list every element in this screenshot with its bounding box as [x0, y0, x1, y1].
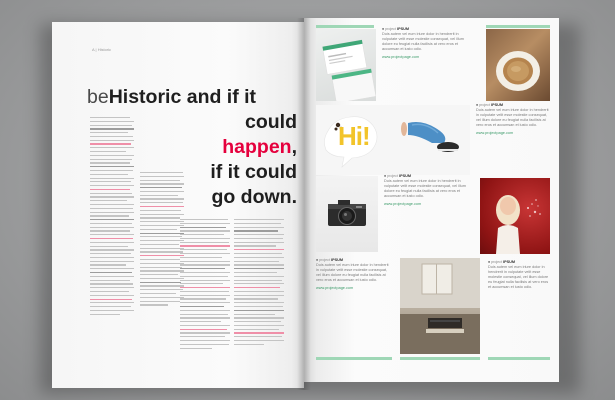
project-card-4-url[interactable]: www.projectpage.com [316, 286, 354, 290]
left-page [52, 22, 304, 388]
photo-business-cards [316, 29, 376, 101]
accent-rule-bottom-right [488, 357, 550, 360]
hi-text [338, 121, 370, 152]
headline-line-1-text: Historic and if it [108, 86, 257, 108]
photo-woman-red [480, 178, 550, 254]
headline-line-1 [87, 85, 297, 110]
right-page [304, 18, 559, 382]
accent-rule-top-right [486, 25, 550, 28]
project-card-5-body: Duis autem vel eum iriure dolor in hendrerit in vulputate velit esse molestie consequat, vel illum dolore eu feugiat nulla facilisis at vero eros et accumsan et iusto odio. [488, 265, 549, 289]
project-card-5: ■ project IPSUM Duis autem vel eum iriure dolor in hendrerit in vulputate velit esse molestie consequat, vel illum dolore eu feugiat nulla facilisis at vero eros et accumsan et iusto odio. [488, 260, 549, 289]
headline-line-5: go down. [211, 186, 297, 208]
hi-bubble-text: Hi! [338, 121, 370, 151]
project-card-2: ■ project IPSUM Duis autem vel eum iriure dolor in hendrerit in vulputate velit esse molestie consequat, vel illum dolore eu feugiat nulla facilisis at vero eros et accumsan et iusto odio. www.projectpage.com [476, 103, 552, 136]
project-card-4: ■ project IPSUM Duis autem vel eum iriure dolor in hendrerit in vulputate velit esse molestie consequat, vel illum dolore eu feugiat nulla facilisis at vero eros et accumsan et iusto odio. www.projectpage.com [316, 258, 392, 291]
photo-camera [316, 176, 378, 252]
photo-interior-desk [400, 258, 480, 354]
photo-coffee-cup [486, 29, 550, 101]
project-card-3: ■ project IPSUM Duis autem vel eum iriure dolor in hendrerit in vulputate velit esse molestie consequat, vel illum dolore eu feugiat nulla facilisis at vero eros et accumsan et iusto odio. www.projectpage.com [384, 174, 472, 207]
accent-rule-top [316, 25, 374, 28]
body-text-column-4 [234, 219, 284, 348]
accent-rule-bottom-mid [400, 357, 480, 360]
headline-line-4: if it could [210, 161, 297, 183]
accent-rule-bottom-left [316, 357, 392, 360]
project-card-4-body: Duis autem vel eum iriure dolor in hendrerit in vulputate velit esse molestie consequat, vel illum dolore eu feugiat nulla facilisis at vero eros et accumsan et iusto odio. [316, 263, 389, 282]
headline-line-2: could [245, 111, 297, 133]
project-card-3-body: Duis autem vel eum iriure dolor in hendrerit in vulputate velit esse molestie consequat, vel illum dolore eu feugiat nulla facilisis at vero eros et accumsan et iusto odio. [384, 179, 466, 198]
headline-comma: , [291, 136, 297, 158]
project-card-1-url[interactable]: www.projectpage.com [382, 55, 420, 59]
project-card-1-body: Duis autem vel eum iriure dolor in hendrerit in vulputate velit esse molestie consequat, vel illum dolore eu feugiat nulla facilisis at vero eros et accumsan et iusto odio. [382, 32, 464, 51]
project-card-3-url[interactable]: www.projectpage.com [384, 202, 422, 206]
body-text-column-2 [140, 172, 184, 308]
spread-gutter [297, 18, 311, 390]
headline-red-word: happen [222, 136, 292, 158]
page-folio: A | Historic [92, 47, 112, 52]
body-text-column-1 [90, 117, 134, 317]
project-card-2-url[interactable]: www.projectpage.com [476, 131, 514, 135]
body-text-column-3 [180, 219, 230, 351]
project-card-2-body: Duis autem vel eum iriure dolor in hendrerit in vulputate velit esse molestie consequat, vel illum dolore eu feugiat nulla facilisis at vero eros et accumsan et iusto odio. [476, 108, 549, 127]
headline-prefix: be [87, 86, 109, 108]
project-card-1: ■ project IPSUM Duis autem vel eum iriure dolor in hendrerit in vulputate velit esse molestie consequat, vel illum dolore eu feugiat nulla facilisis at vero eros et accumsan et iusto odio. www.projectpage.com [382, 27, 474, 60]
